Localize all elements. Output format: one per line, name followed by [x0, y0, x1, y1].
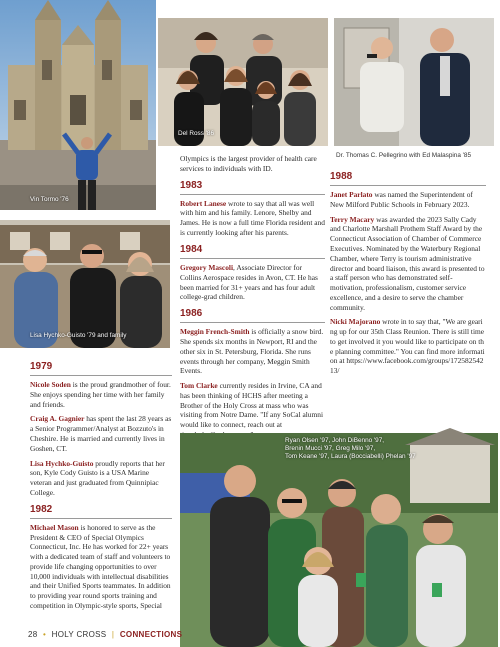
- alumni-name: Nicole Soden: [30, 380, 71, 390]
- alumni-name: Tom Clarke: [180, 381, 218, 391]
- note-macary: Terry Macary was awarded the 2023 Sally Cady and Charlotte Marshall Prothem Staff Award by the Connecticut Association of Chamber of Commerce Executives. Nominated by the Waterbury Regional Chamber, where Terry is tourism administrative director and board liaison, this award is presented to a staff person who has demonstrated self-motivation, professionalism, customer service excellence, and a desire to serve the chamber community.: [330, 214, 485, 312]
- class-year-heading: 1983: [180, 179, 325, 195]
- note-soden: Nicole Soden is the proud grandmother of four. She enjoys spending her time with her family and friends.: [30, 380, 171, 409]
- photo-caption: Del Ross '86: [178, 130, 215, 137]
- family-outdoor-scene: [0, 220, 170, 348]
- column-3: [330, 166, 486, 381]
- note-mason-continued: Olympics is the largest provider of health care services to individuals with ID.: [180, 154, 317, 173]
- note-hychko: Lisa Hychko-Guisto proudly reports that her son, Kyle Cody Guisto is a USA Marine veteran and just graduated from Quinnipiac College.: [30, 458, 165, 497]
- page-number: 28: [28, 630, 38, 639]
- photo-pellegrino: [334, 18, 494, 159]
- photo-caption: Lisa Hychko-Guisto '79 and family: [30, 332, 127, 339]
- alumni-name: Meggin French-Smith: [180, 327, 250, 337]
- photo-caption: Vin Tormo '76: [30, 196, 69, 203]
- column-2: [180, 154, 325, 445]
- alumni-name: Lisa Hychko-Guisto: [30, 458, 94, 468]
- class-year-heading: 1982: [30, 503, 172, 519]
- note-lanese: Robert Lanese wrote to say that all was well with him and his family. Lenore, Shelby and James. He is now a full time Florida resident and is currently looking after his parents.: [180, 198, 325, 238]
- cathedral-scene: [0, 0, 156, 210]
- page-footer: [28, 630, 182, 639]
- reunion-scene: [180, 433, 498, 647]
- note-majorano: Nicki Majorano wrote in to say that, "We are gearing up for our 35th Class Reunion. There is still time to get involved it you would like to participate on the planning committee." You can find more information at https://www.facebook.com/groups/17258254213/: [330, 317, 485, 376]
- note-mascoli: Gregory Mascoli, Associate Director for Collins Aerospace resides in Avon, CT. He has been married for 31+ years and has four adult college-grad children.: [180, 262, 318, 302]
- note-clarke: Tom Clarke currently resides in Irvine, CA and has been thinking of HCHS after meeting a Brother of the Holy Cross at mass who was visiting from Notre Dame. "If any SoCal alumni would like to connect, reach out at: [180, 381, 324, 430]
- alumni-name: Michael Mason: [30, 522, 79, 532]
- separator-bar-icon: |: [111, 630, 115, 639]
- photo-hychko-guisto: [0, 220, 170, 348]
- class-year-heading: 1988: [330, 170, 486, 186]
- section-name: CONNECTIONS: [119, 630, 183, 639]
- photo-caption: Dr. Thomas C. Pellegrino with Ed Malaspina '85: [336, 152, 472, 159]
- alumni-name: Terry Macary: [330, 214, 375, 224]
- photo-del-ross: [158, 18, 328, 146]
- photo-vin-tormo: [0, 0, 156, 210]
- note-parlato: Janet Parlato was named the Superintendent of New Milford Public Schools in February 2023.: [330, 190, 473, 209]
- class-year-heading: 1986: [180, 307, 325, 323]
- photo-caption: Ryan Olsen '97, John DiBenno '97, Brenin Mucci '97, Greg Milo '97, Tom Keane '97, Laura (Bocciabelli) Phelan '97: [285, 437, 416, 460]
- alumni-name: Robert Lanese: [180, 198, 227, 208]
- class-year-heading: 1979: [30, 360, 172, 376]
- note-mason: Michael Mason is honored to serve as the President & CEO of Special Olympics Connecticut, Inc. He has worked for 22+ years with a dedicated team of staff and volunteers to provide life changing opportunities to over 10,000 individuals with intellectual disabilities and their Unified Sports teammates. In addition to providing year round sports training and competition in Olympic-style sports, Special: [30, 522, 171, 610]
- separator-dot-icon: •: [43, 630, 47, 639]
- column-1: [30, 356, 172, 616]
- alumni-name: Craig A. Gagnier: [30, 414, 85, 424]
- alumni-name: Nicki Majorano: [330, 317, 381, 327]
- school-name: HOLY CROSS: [51, 630, 107, 639]
- alumni-name: Gregory Mascoli: [180, 262, 234, 272]
- note-french-smith: Meggin French-Smith is officially a snow bird. She spends six months in Newport, RI and the other six in St. Petersburg, Florida. She runs events through her company, Meggin Smith Events.: [180, 327, 324, 376]
- class-year-heading: 1984: [180, 243, 325, 259]
- note-gagnier: Craig A. Gagnier has spent the last 28 years as a Senior Programmer/Analyst at Bozzuto's in Cheshire. He is married and currently lives in Goshen, CT.: [30, 414, 172, 453]
- photo-reunion-group: [180, 433, 498, 647]
- alumni-name: Janet Parlato: [330, 190, 373, 200]
- two-men-scene: [334, 18, 494, 146]
- family-scene: [158, 18, 328, 146]
